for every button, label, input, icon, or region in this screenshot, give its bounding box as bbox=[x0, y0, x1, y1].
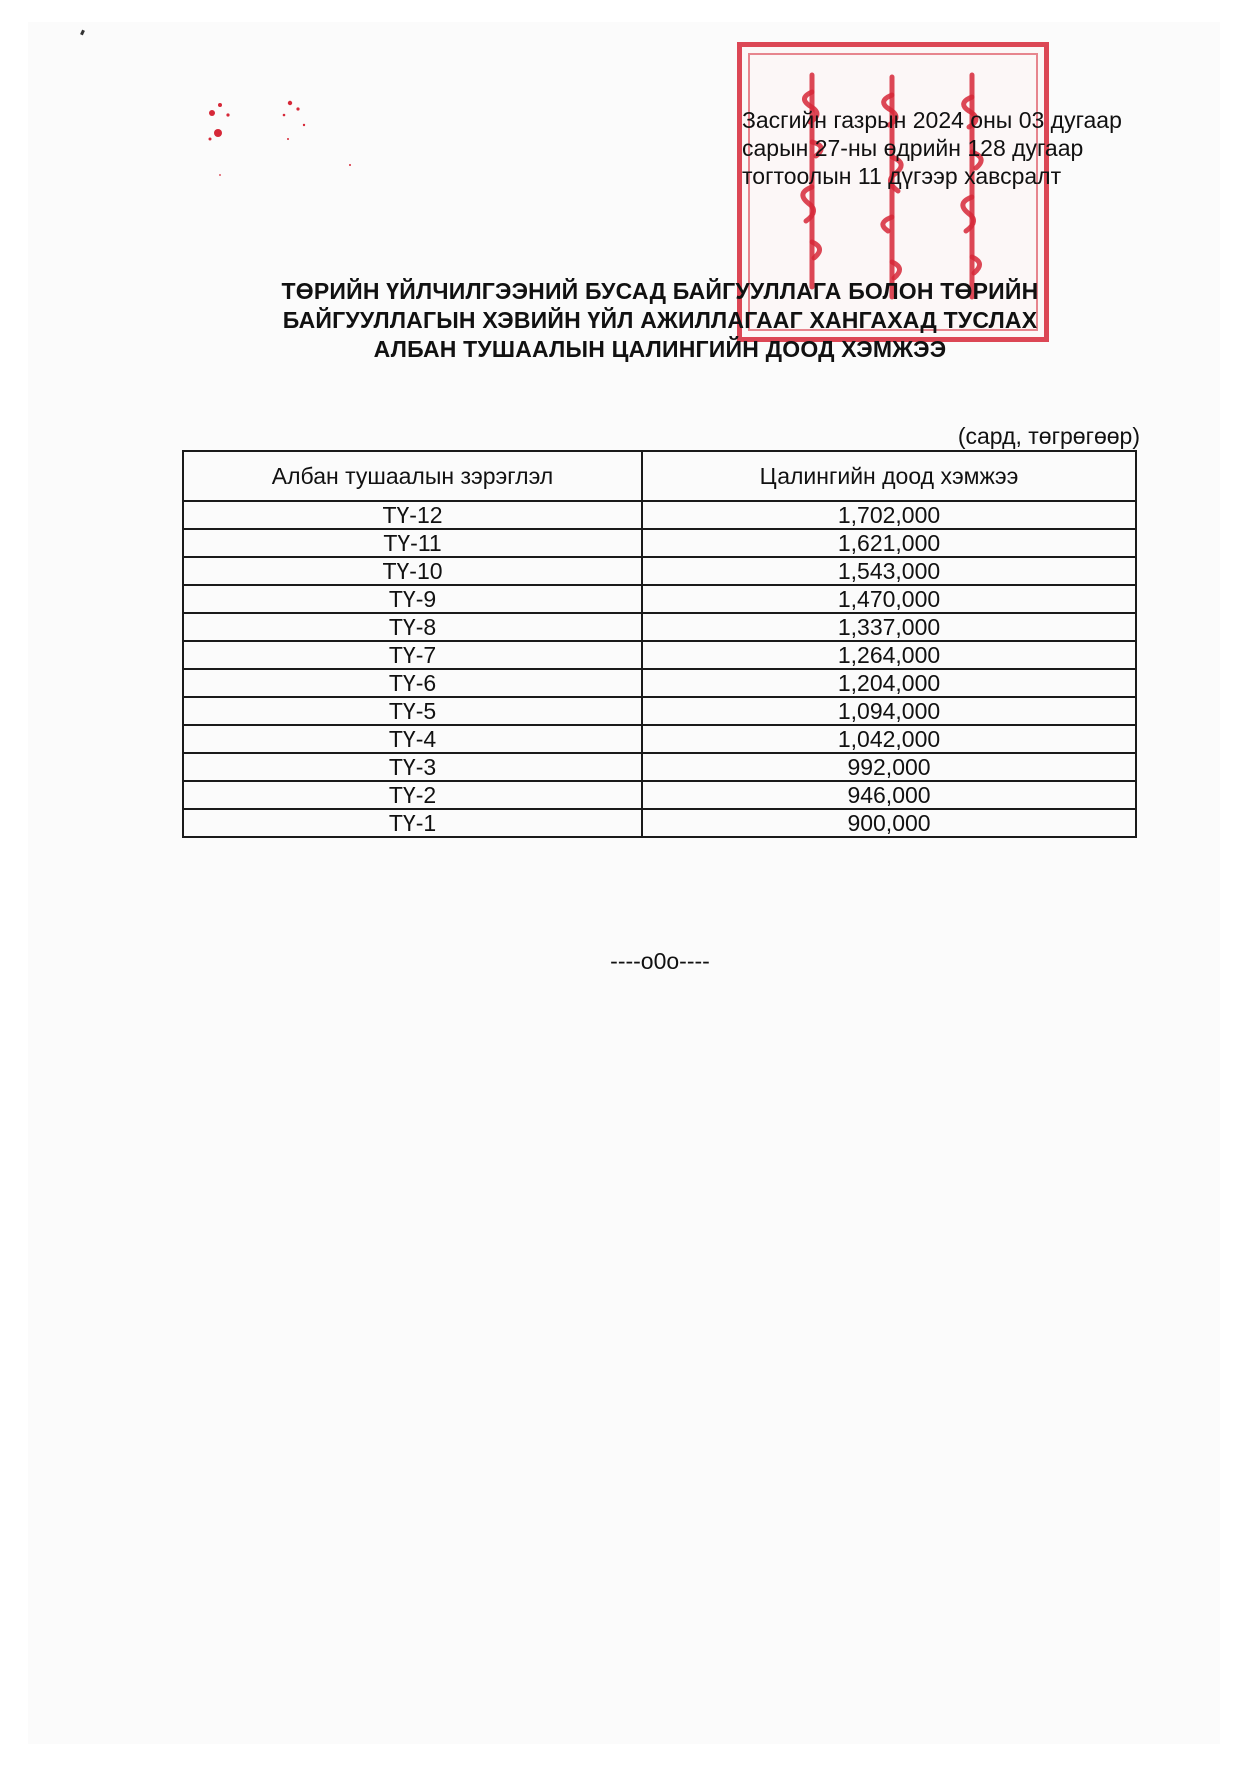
decree-reference-line: тогтоолын 11 дүгээр хавсралт bbox=[742, 163, 1062, 189]
grade-cell: ТҮ-1 bbox=[183, 809, 642, 837]
salary-cell: 1,543,000 bbox=[642, 557, 1136, 585]
salary-cell: 1,094,000 bbox=[642, 697, 1136, 725]
salary-cell: 1,042,000 bbox=[642, 725, 1136, 753]
column-header-salary: Цалингийн доод хэмжээ bbox=[642, 451, 1136, 501]
salary-cell: 1,204,000 bbox=[642, 669, 1136, 697]
salary-cell: 1,621,000 bbox=[642, 529, 1136, 557]
title-line: БАЙГУУЛЛАГЫН ХЭВИЙН ҮЙЛ АЖИЛЛАГААГ ХАНГАХАД ТУСЛАХ bbox=[282, 307, 1038, 333]
table-row bbox=[183, 697, 1136, 725]
table-row bbox=[183, 753, 1136, 781]
grade-cell: ТҮ-4 bbox=[183, 725, 642, 753]
end-of-document-mark: ----o0o---- bbox=[610, 948, 710, 974]
stamp-ink-specks bbox=[200, 95, 380, 195]
column-header-grade: Албан тушаалын зэрэглэл bbox=[183, 451, 642, 501]
table-row bbox=[183, 809, 1136, 837]
salary-cell: 1,702,000 bbox=[642, 501, 1136, 529]
table-row bbox=[183, 669, 1136, 697]
salary-cell: 1,264,000 bbox=[642, 641, 1136, 669]
table-row bbox=[183, 781, 1136, 809]
grade-cell: ТҮ-8 bbox=[183, 613, 642, 641]
title-line: ТӨРИЙН ҮЙЛЧИЛГЭЭНИЙ БУСАД БАЙГУУЛЛАГА БОЛОН ТӨРИЙН bbox=[281, 278, 1039, 304]
grade-cell: ТҮ-6 bbox=[183, 669, 642, 697]
salary-cell: 1,470,000 bbox=[642, 585, 1136, 613]
salary-cell: 946,000 bbox=[642, 781, 1136, 809]
document-title bbox=[160, 277, 1160, 364]
title-line: АЛБАН ТУШААЛЫН ЦАЛИНГИЙН ДООД ХЭМЖЭЭ bbox=[373, 336, 947, 362]
table-row bbox=[183, 585, 1136, 613]
decree-reference-line: Засгийн газрын 2024 оны 03 дугаар bbox=[742, 107, 1122, 133]
grade-cell: ТҮ-3 bbox=[183, 753, 642, 781]
grade-cell: ТҮ-9 bbox=[183, 585, 642, 613]
salary-cell: 992,000 bbox=[642, 753, 1136, 781]
grade-cell: ТҮ-5 bbox=[183, 697, 642, 725]
table-row bbox=[183, 501, 1136, 529]
table-row bbox=[183, 613, 1136, 641]
salary-table bbox=[182, 450, 1137, 838]
table-row bbox=[183, 641, 1136, 669]
salary-cell: 900,000 bbox=[642, 809, 1136, 837]
decree-reference-line: сарын 27-ны өдрийн 128 дугаар bbox=[742, 135, 1084, 161]
grade-cell: ТҮ-11 bbox=[183, 529, 642, 557]
grade-cell: ТҮ-10 bbox=[183, 557, 642, 585]
table-header-row bbox=[183, 451, 1136, 501]
decree-reference bbox=[742, 106, 1122, 190]
table-row bbox=[183, 725, 1136, 753]
salary-cell: 1,337,000 bbox=[642, 613, 1136, 641]
table-row bbox=[183, 529, 1136, 557]
grade-cell: ТҮ-7 bbox=[183, 641, 642, 669]
unit-note: (сард, төгрөгөөр) bbox=[957, 423, 1140, 449]
table-row bbox=[183, 557, 1136, 585]
grade-cell: ТҮ-2 bbox=[183, 781, 642, 809]
grade-cell: ТҮ-12 bbox=[183, 501, 642, 529]
